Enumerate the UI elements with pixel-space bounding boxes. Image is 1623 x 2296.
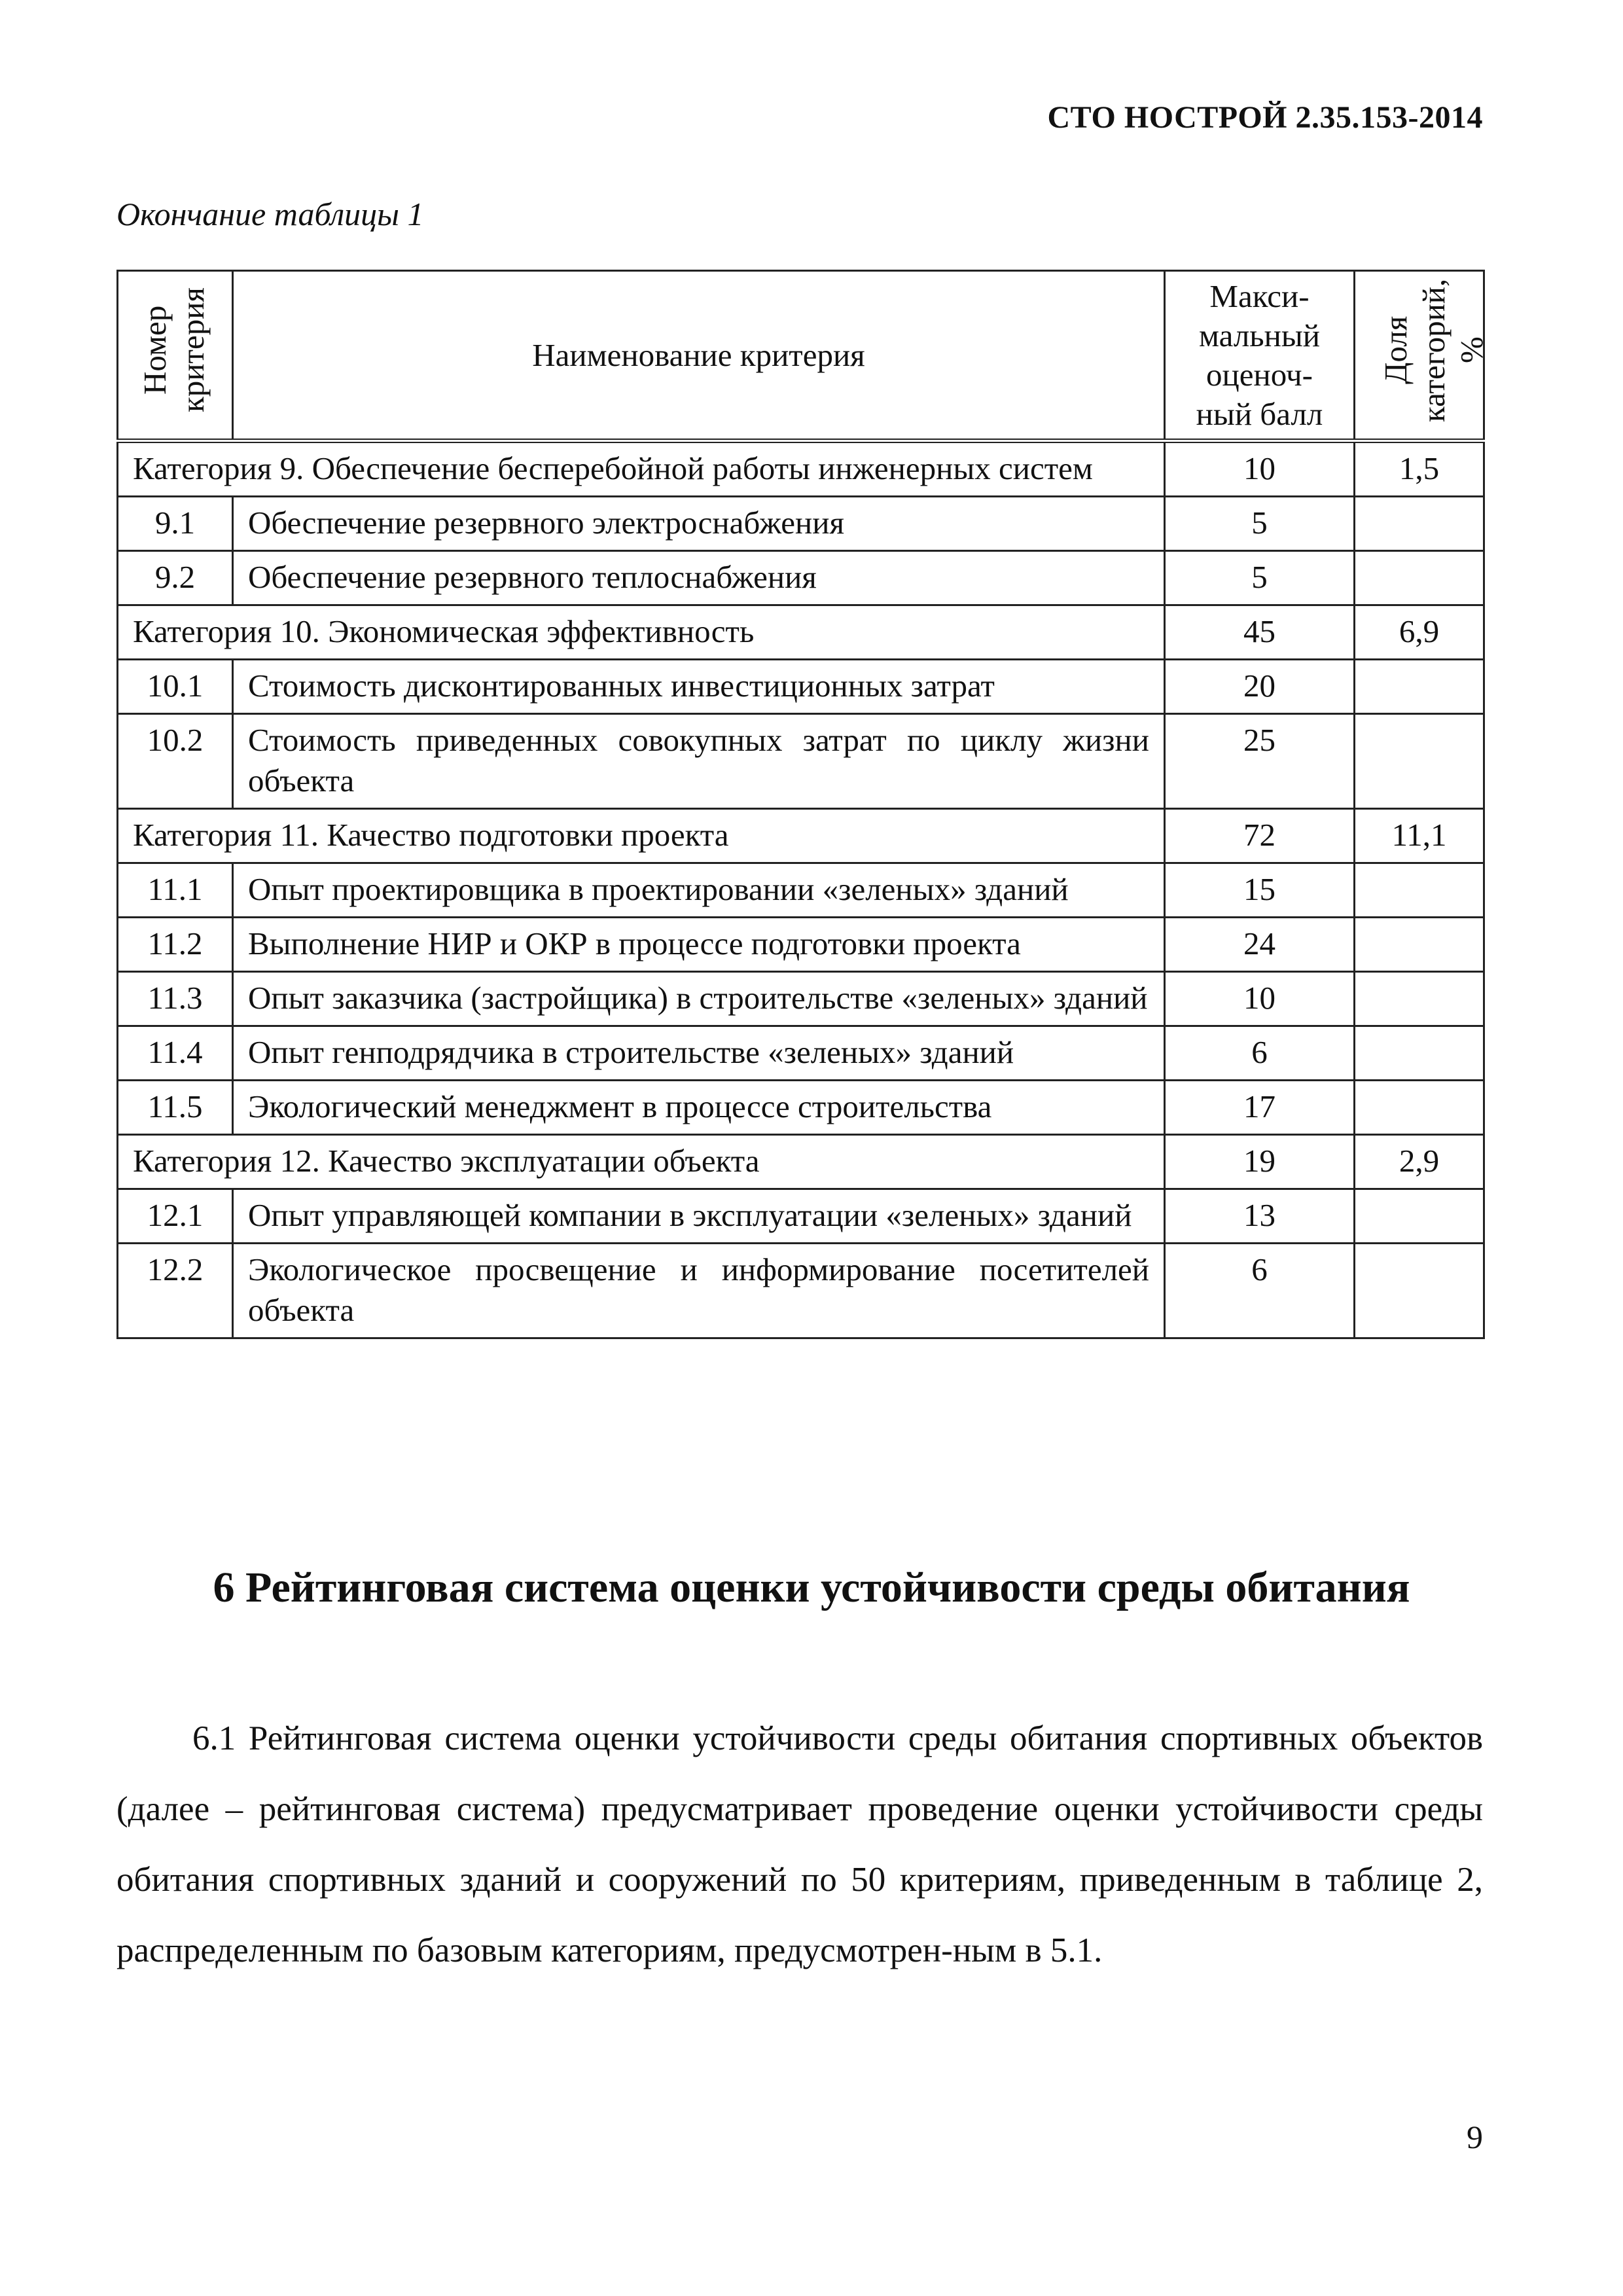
- criterion-number: 11.3: [118, 972, 233, 1026]
- criterion-name: Опыт проектировщика в проектировании «зеленых» зданий: [233, 863, 1165, 918]
- category-share: [1355, 972, 1484, 1026]
- category-share: 6,9: [1355, 605, 1484, 660]
- category-row: [118, 1135, 1484, 1189]
- category-share: [1355, 660, 1484, 714]
- criterion-name: Стоимость дисконтированных инвестиционных затрат: [233, 660, 1165, 714]
- criterion-name: Стоимость приведенных совокупных затрат по циклу жизни объекта: [233, 714, 1165, 809]
- category-name: Категория 12. Качество эксплуатации объекта: [118, 1135, 1165, 1189]
- header-category-share: [1355, 271, 1489, 441]
- criterion-name: Обеспечение резервного теплоснабжения: [233, 551, 1165, 605]
- page-number: 9: [1467, 2119, 1483, 2155]
- category-share: [1355, 551, 1484, 605]
- category-share: [1355, 1244, 1484, 1338]
- max-score: 6: [1165, 1026, 1355, 1081]
- criterion-number: 9.2: [118, 551, 233, 605]
- table-row: [118, 497, 1484, 551]
- header-max-score: Макси- мальный оценоч- ный балл: [1165, 271, 1355, 441]
- category-share: [1355, 1189, 1484, 1244]
- table-row: [118, 1244, 1484, 1338]
- max-score: 5: [1165, 551, 1355, 605]
- section-title: 6 Рейтинговая система оценки устойчивости среды обитания: [213, 1564, 1410, 1611]
- header-criterion-number: [118, 271, 233, 441]
- table-row: [118, 714, 1484, 809]
- table-row: [118, 918, 1484, 972]
- criterion-name: Опыт заказчика (застройщика) в строительстве «зеленых» зданий: [233, 972, 1165, 1026]
- criterion-number: 11.5: [118, 1081, 233, 1135]
- table-row: [118, 863, 1484, 918]
- category-share: [1355, 1081, 1484, 1135]
- criterion-number: 9.1: [118, 497, 233, 551]
- section-paragraph: 6.1 Рейтинговая система оценки устойчивости среды обитания спортивных объектов (далее – рейтинговая система) предусматривает проведение оценки устойчивости среды обитания спортивных зданий и сооружений по 50 критериям, приведенным в таблице 2, распределенным по базовым категориям, предусмотрен-ным в 5.1.: [116, 1719, 1483, 1969]
- category-share: 2,9: [1355, 1135, 1484, 1189]
- category-share: [1355, 497, 1484, 551]
- category-name: Категория 11. Качество подготовки проекта: [118, 809, 1165, 863]
- max-score: 10: [1165, 441, 1355, 497]
- max-score: 5: [1165, 497, 1355, 551]
- max-score: 45: [1165, 605, 1355, 660]
- criterion-name: Выполнение НИР и ОКР в процессе подготовки проекта: [233, 918, 1165, 972]
- category-row: [118, 605, 1484, 660]
- table-caption: Окончание таблицы 1: [116, 196, 424, 232]
- table-row: [118, 1026, 1484, 1081]
- max-score: 25: [1165, 714, 1355, 809]
- table-row: [118, 551, 1484, 605]
- criterion-name: Опыт генподрядчика в строительстве «зеленых» зданий: [233, 1026, 1165, 1081]
- category-share: [1355, 863, 1484, 918]
- criterion-number: 11.1: [118, 863, 233, 918]
- table-row: [118, 1081, 1484, 1135]
- header-criterion-name: Наименование критерия: [233, 271, 1165, 441]
- criterion-name: Опыт управляющей компании в эксплуатации «зеленых» зданий: [233, 1189, 1165, 1244]
- table-row: [118, 1189, 1484, 1244]
- criterion-number: 12.2: [118, 1244, 233, 1338]
- criterion-name: Обеспечение резервного электроснабжения: [233, 497, 1165, 551]
- criterion-number: 10.1: [118, 660, 233, 714]
- criterion-number: 12.1: [118, 1189, 233, 1244]
- max-score: 20: [1165, 660, 1355, 714]
- category-share: [1355, 918, 1484, 972]
- max-score: 10: [1165, 972, 1355, 1026]
- criterion-number: 10.2: [118, 714, 233, 809]
- category-share: 11,1: [1355, 809, 1484, 863]
- criteria-table: [116, 270, 1489, 1339]
- category-name: Категория 10. Экономическая эффективность: [118, 605, 1165, 660]
- header-criterion-number-text: Номер критерия: [136, 287, 211, 413]
- table-header-row: [118, 271, 1484, 441]
- criterion-number: 11.4: [118, 1026, 233, 1081]
- criterion-number: 11.2: [118, 918, 233, 972]
- header-category-share-text: Доля категорий, %: [1377, 278, 1489, 422]
- criterion-name: Экологическое просвещение и информирование посетителей объекта: [233, 1244, 1165, 1338]
- table-row: [118, 660, 1484, 714]
- max-score: 15: [1165, 863, 1355, 918]
- max-score: 6: [1165, 1244, 1355, 1338]
- document-code: СТО НОСТРОЙ 2.35.153-2014: [1047, 100, 1483, 135]
- table-body: [118, 441, 1484, 1338]
- max-score: 24: [1165, 918, 1355, 972]
- category-share: [1355, 714, 1484, 809]
- category-name: Категория 9. Обеспечение бесперебойной работы инженерных систем: [118, 441, 1165, 497]
- category-share: 1,5: [1355, 441, 1484, 497]
- table-row: [118, 972, 1484, 1026]
- max-score: 13: [1165, 1189, 1355, 1244]
- category-row: [118, 441, 1484, 497]
- category-share: [1355, 1026, 1484, 1081]
- category-row: [118, 809, 1484, 863]
- criterion-name: Экологический менеджмент в процессе строительства: [233, 1081, 1165, 1135]
- max-score: 19: [1165, 1135, 1355, 1189]
- max-score: 72: [1165, 809, 1355, 863]
- max-score: 17: [1165, 1081, 1355, 1135]
